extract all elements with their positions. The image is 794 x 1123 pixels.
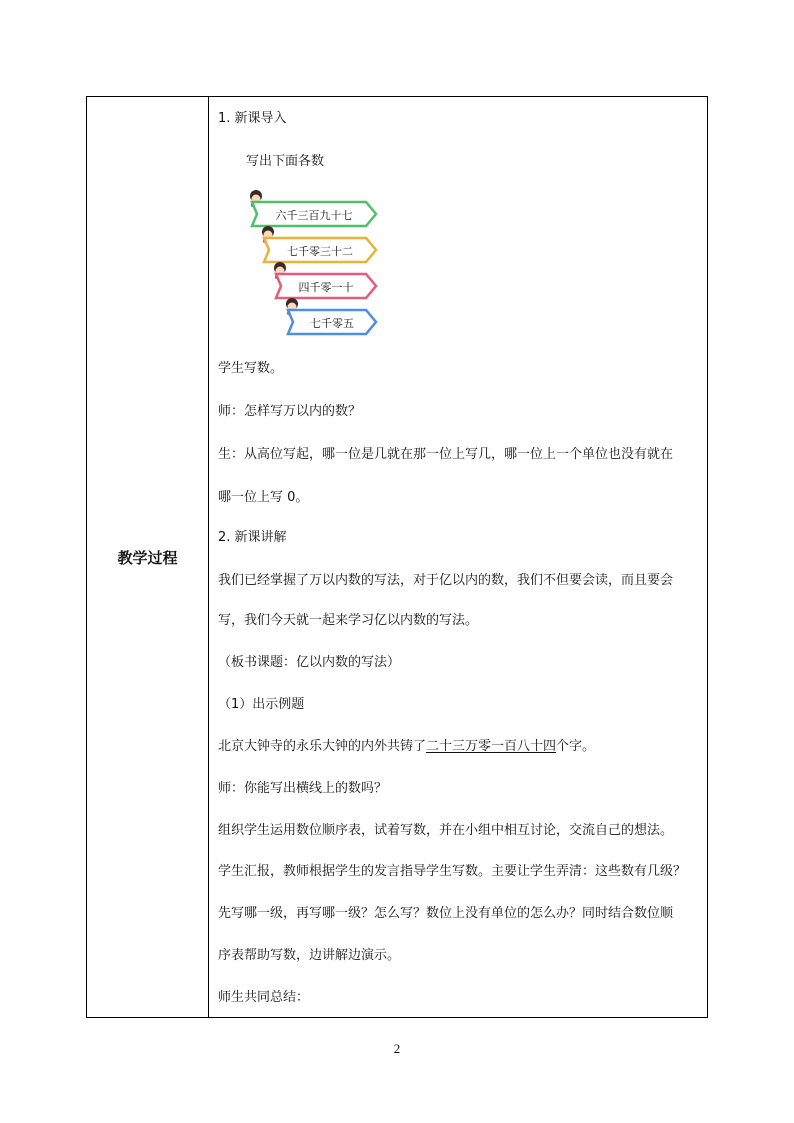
section-heading-1: 1. 新课导入 (218, 111, 287, 126)
text-line: 我们已经掌握了万以内数的写法，对于亿以内的数，我们不但要会读，而且要会 (218, 573, 674, 588)
arrow-label: 七千零五 (310, 317, 354, 330)
arrow-item (262, 226, 376, 262)
arrow-item (286, 298, 376, 334)
column-divider (208, 97, 209, 1017)
text-line: 组织学生运用数位顺序表，试着写数，并在小组中相互讨论，交流自己的想法。 (218, 823, 674, 838)
arrow-label: 七千零三十二 (287, 245, 353, 258)
text-line: 写，我们今天就一起来学习亿以内数的写法。 (218, 613, 479, 628)
exercise-prompt: 写出下面各数 (246, 154, 325, 169)
text-line: （板书课题：亿以内数的写法） (218, 655, 401, 670)
example-text: 个字。 (556, 739, 596, 754)
text-line: 序表帮助写数，边讲解边演示。 (218, 948, 401, 963)
lesson-table (86, 96, 708, 1018)
example-text: 北京大钟寺的永乐大钟的内外共铸了 (218, 739, 427, 754)
arrow-item (274, 262, 376, 298)
arrow-label: 六千三百九十七 (275, 209, 353, 222)
text-line: 师：怎样写万以内的数？ (218, 404, 362, 419)
text-line: 学生汇报，教师根据学生的发言指导学生写数。主要让学生弄清：这些数有几级？ (218, 864, 687, 879)
arrow-label: 四千零一十 (298, 281, 354, 294)
text-line: （1）出示例题 (218, 697, 305, 712)
text-line: 师：你能写出横线上的数吗？ (218, 781, 388, 796)
text-line: 先写哪一级，再写哪一级？怎么写？数位上没有单位的怎么办？同时结合数位顺 (218, 906, 674, 921)
underlined-number: 二十三万零一百八十四 (426, 739, 557, 754)
text-line: 学生写数。 (218, 361, 284, 376)
example-line (218, 737, 595, 757)
row-label: 教学过程 (117, 549, 178, 567)
arrow-item (250, 190, 376, 226)
text-line: 师生共同总结： (218, 990, 310, 1005)
number-arrows (240, 188, 390, 338)
text-line: 生：从高位写起，哪一位是几就在那一位上写几，哪一位上一个单位也没有就在 (218, 447, 674, 462)
page-number: 2 (393, 1041, 401, 1056)
section-heading-2: 2. 新课讲解 (218, 530, 287, 545)
text-line: 哪一位上写 0。 (218, 490, 309, 505)
